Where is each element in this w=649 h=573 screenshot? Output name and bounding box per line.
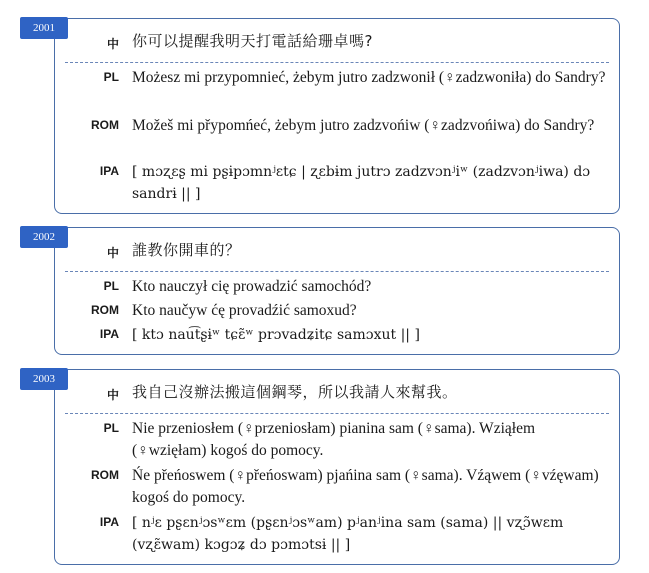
romanization-language-tag: ROM [91,118,119,132]
phrase-entry-2002 [0,226,649,356]
romanization-sentence: Ńe přeńoswem (♀přeńoswam) pjańina sam (♀sama). Vźąwem (♀vźęwam) kogoś do pomocy. [132,467,599,506]
ipa-language-tag: IPA [99,164,119,178]
ipa-transcription: [ nʲɛ pʂɛnʲɔsʷɛm (pʂɛnʲɔsʷam) pʲanʲina sam (sama) || vʐɔ̃wɛm (vʐɛ̃wam) kɔgɔʑ dɔ pɔmɔtsɨ || ] [132,515,564,553]
phrase-entry-2001 [0,17,649,215]
chinese-row [55,370,619,414]
polish-sentence: Możesz mi przypomnieć, żebym jutro zadzwonił (♀zadzwoniła) do Sandry? [132,69,606,86]
romanization-row [55,300,619,322]
polish-language-tag: PL [103,421,119,435]
ipa-row [55,324,619,346]
chinese-sentence: 你可以提醒我明天打電話給珊卓嗎? [132,32,373,50]
phrase-card [54,227,620,355]
chinese-language-tag: 中 [106,37,119,51]
entry-number-badge: 2002 [20,226,68,248]
polish-language-tag: PL [103,70,119,84]
entry-number-badge: 2003 [20,368,68,390]
dashed-divider [65,62,609,63]
polish-row [55,67,619,111]
polish-sentence: Kto nauczył cię prowadzić samochód? [132,278,372,295]
dashed-divider [65,413,609,414]
entry-number-badge: 2001 [20,17,68,39]
chinese-sentence: 誰教你開車的？ [132,241,241,259]
romanization-sentence: Kto naučyw ćę provadźić samoxud? [132,302,357,319]
polish-row [55,276,619,298]
chinese-row [55,228,619,272]
ipa-language-tag: IPA [99,327,119,341]
chinese-row [55,19,619,63]
romanization-language-tag: ROM [91,468,119,482]
phrase-card [54,18,620,214]
romanization-language-tag: ROM [91,303,119,317]
romanization-row [55,465,619,509]
ipa-row [55,161,619,205]
polish-language-tag: PL [103,279,119,293]
ipa-language-tag: IPA [99,515,119,529]
polish-row [55,418,619,462]
polish-sentence: Nie przeniosłem (♀przeniosłam) pianina sam (♀sama). Wziąłem (♀wzięłam) kogoś do pomocy. [132,420,535,459]
romanization-sentence: Možeš mi přypomńeć, żebym jutro zadzvońiw (♀zadzvońiwa) do Sandry? [132,117,595,134]
chinese-language-tag: 中 [106,388,119,402]
romanization-row [55,115,619,159]
phrase-entry-2003 [0,368,649,566]
ipa-row [55,512,619,556]
dashed-divider [65,271,609,272]
ipa-transcription: [ ktɔ nau͡tʂɨʷ tɕɛ̃ʷ prɔvadʑitɕ samɔxut || ] [132,327,420,343]
ipa-transcription: [ mɔʐɛʂ mi pʂɨpɔmnʲɛtɕ | ʐɛbɨm jutrɔ zadzvɔnʲiʷ (zadzvɔnʲiwa) dɔ sandrɨ || ] [132,164,591,202]
chinese-language-tag: 中 [106,246,119,260]
chinese-sentence: 我自己沒辦法搬這個鋼琴，所以我請人來幫我。 [132,383,458,401]
phrase-card [54,369,620,565]
